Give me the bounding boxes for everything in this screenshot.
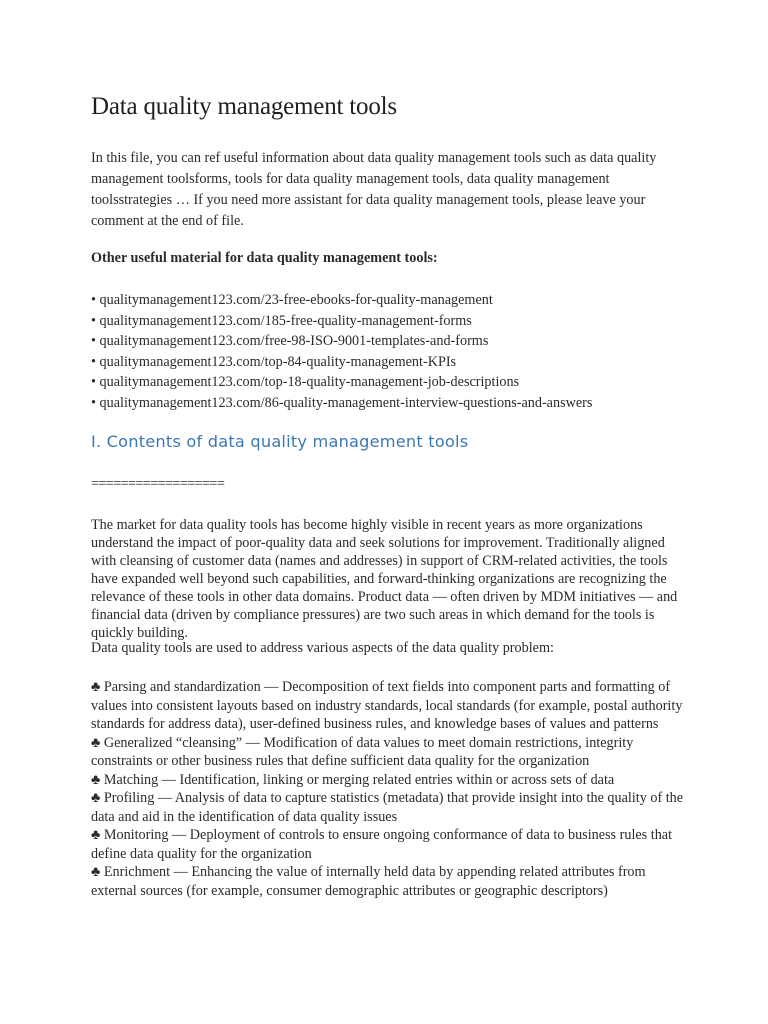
useful-link[interactable]: • qualitymanagement123.com/top-84-quality-management-KPIs [91, 353, 457, 370]
useful-link[interactable]: • qualitymanagement123.com/185-free-quality-management-forms [91, 312, 472, 329]
useful-link[interactable]: • qualitymanagement123.com/86-quality-management-interview-questions-and-answers [91, 394, 593, 411]
useful-links-list [91, 290, 592, 414]
separator-line: ================== [91, 476, 225, 492]
aspects-intro-line: Data quality tools are used to address various aspects of the data quality problem: [91, 640, 554, 656]
intro-paragraph: In this file, you can ref useful information about data quality management tools such as data quality management toolsforms, tools for data quality management tools, data quality management toolsstrategies … If you need more assistant for data quality management tools, please leave your comment at the end of file. [91, 150, 657, 229]
other-material-heading: Other useful material for data quality management tools: [91, 250, 438, 266]
feature-item: ♣ Profiling — Analysis of data to capture statistics (metadata) that provide insight into the quality of the data and aid in the identification of data quality issues [91, 790, 684, 825]
feature-item: ♣ Enrichment — Enhancing the value of internally held data by appending related attributes from external sources (for example, consumer demographic attributes or geographic descriptors) [91, 864, 646, 899]
document-title: Data quality management tools [91, 93, 397, 120]
feature-item: ♣ Matching — Identification, linking or merging related entries within or across sets of data [91, 771, 615, 788]
useful-link[interactable]: • qualitymanagement123.com/free-98-ISO-9001-templates-and-forms [91, 333, 489, 350]
market-paragraph: The market for data quality tools has become highly visible in recent years as more organizations understand the impact of poor-quality data and seek solutions for improvement. Traditionally aligned with cleansing of customer data (names and addresses) in support of CRM-related activities, the tools have expanded well beyond such capabilities, and forward-thinking organizations are recognizing the relevance of these tools in other data domains. Product data — often driven by MDM initiatives — and financial data (driven by compliance pressures) are two such areas in which demand for the tools is quickly building. [91, 517, 678, 641]
useful-link[interactable]: • qualitymanagement123.com/top-18-quality-management-job-descriptions [91, 374, 520, 391]
section-heading: I. Contents of data quality management tools [91, 432, 469, 451]
feature-item: ♣ Generalized “cleansing” — Modification of data values to meet domain restrictions, integrity constraints or other business rules that define sufficient data quality for the organization [91, 734, 634, 769]
feature-item: ♣ Monitoring — Deployment of controls to ensure ongoing conformance of data to business rules that define data quality for the organization [91, 827, 673, 862]
useful-link[interactable]: • qualitymanagement123.com/23-free-ebooks-for-quality-management [91, 292, 493, 308]
feature-item: ♣ Parsing and standardization — Decomposition of text fields into component parts and formatting of values into consistent layouts based on industry standards, local standards (for example, postal authority standards for address data), user-defined business rules, and knowledge bases of values and patterns [91, 679, 683, 732]
feature-list [91, 678, 691, 900]
